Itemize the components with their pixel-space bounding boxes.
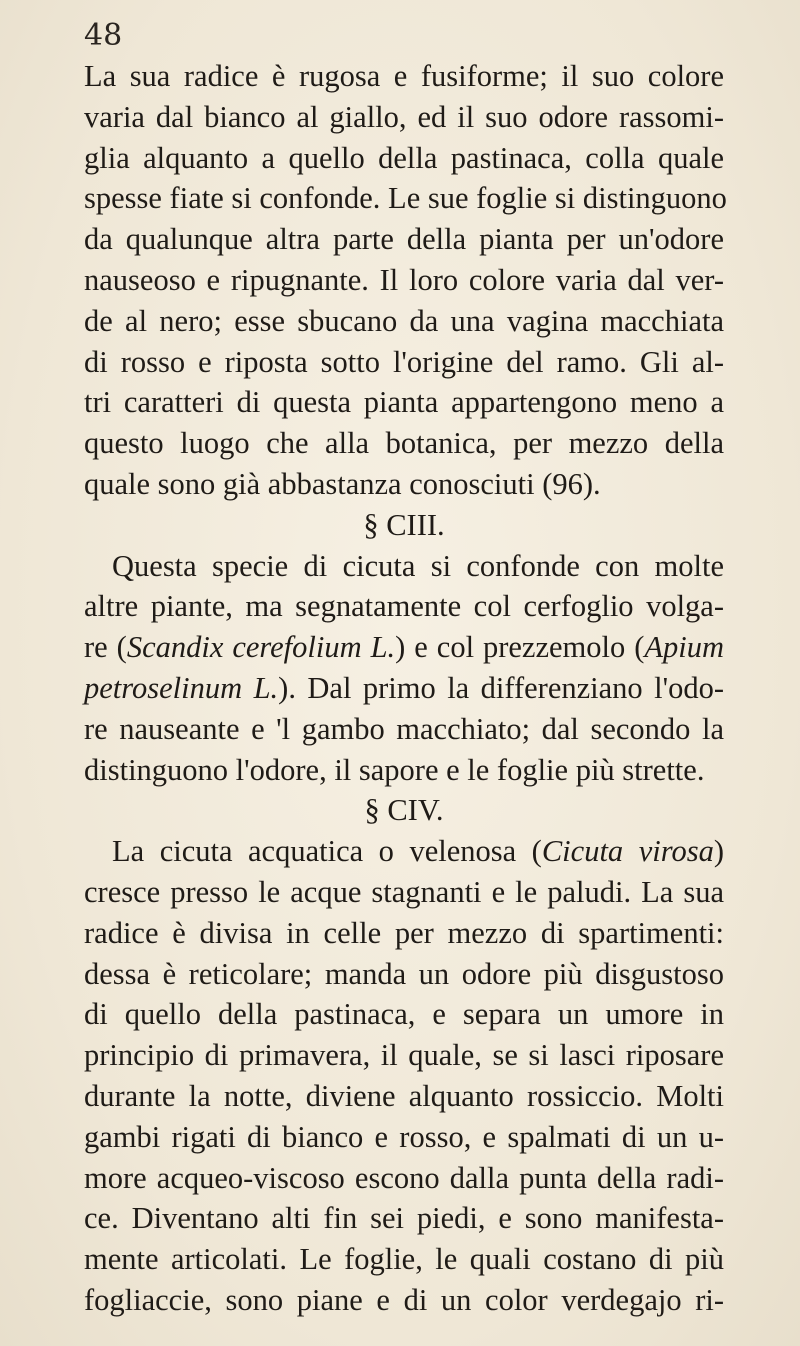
text-segment: ). Dal primo la differenziano l'odo- xyxy=(278,670,725,705)
text-segment: principio di primavera, il quale, se si lasci riposare xyxy=(84,1038,724,1073)
text-line xyxy=(84,994,724,1035)
text-line xyxy=(84,1239,724,1280)
text-line xyxy=(84,668,724,709)
text-line xyxy=(84,831,724,872)
text-segment: cresce presso le acque stagnanti e le paludi. La sua xyxy=(84,874,724,909)
text-line xyxy=(84,219,724,260)
text-segment: La sua radice è rugosa e fusiforme; il suo colore xyxy=(84,59,724,93)
italic-text: petroselinum L. xyxy=(84,670,279,705)
text-line xyxy=(84,97,724,138)
text-segment: nauseoso e ripugnante. Il loro colore varia dal ver- xyxy=(84,262,724,297)
text-segment: radice è divisa in celle per mezzo di spartimenti: xyxy=(84,915,724,950)
text-segment: varia dal bianco al giallo, ed il suo odore rassomi- xyxy=(84,99,724,134)
section-heading xyxy=(84,790,724,831)
text-line xyxy=(84,423,724,464)
text-line xyxy=(84,56,724,97)
text-segment: durante la notte, diviene alquanto rossiccio. Molti xyxy=(84,1078,724,1113)
text-line xyxy=(84,546,724,587)
text-segment: di rosso e riposta sotto l'origine del ramo. Gli al- xyxy=(84,344,724,379)
text-line xyxy=(84,954,724,995)
text-segment: di quello della pastinaca, e separa un umore in xyxy=(84,997,724,1032)
text-line xyxy=(84,1035,724,1076)
text-segment: La cicuta acquatica o velenosa ( xyxy=(112,834,542,869)
text-segment: Questa specie di cicuta si confonde con molte xyxy=(112,548,724,583)
italic-text: Scandix cerefolium L. xyxy=(126,630,396,665)
text-line xyxy=(84,1198,724,1239)
text-line xyxy=(84,342,724,383)
text-segment: § CIII. xyxy=(363,507,445,542)
italic-text: Apium xyxy=(644,630,724,665)
text-segment: re ( xyxy=(84,630,127,665)
text-line xyxy=(84,178,727,219)
text-segment: ) e col prezzemolo ( xyxy=(395,630,645,665)
text-line xyxy=(84,709,724,750)
text-segment: glia alquanto a quello della pastinaca, colla quale xyxy=(84,140,724,175)
text-segment: de al nero; esse sbucano da una vagina macchiata xyxy=(84,303,724,338)
section-heading xyxy=(84,505,724,546)
text-segment: § CIV. xyxy=(364,793,444,828)
text-line xyxy=(84,750,724,791)
text-line xyxy=(84,138,724,179)
text-line xyxy=(84,464,724,505)
text-segment: tri caratteri di questa pianta appartengono meno a xyxy=(84,385,724,420)
text-segment: distinguono l'odore, il sapore e le foglie più strette. xyxy=(84,752,705,787)
text-segment: mente articolati. Le foglie, le quali costano di più xyxy=(84,1242,724,1277)
text-segment: more acqueo-viscoso escono dalla punta della radi- xyxy=(84,1160,724,1195)
body-text xyxy=(84,56,727,1321)
text-line xyxy=(84,301,724,342)
text-line xyxy=(84,1076,724,1117)
text-segment: spesse fiate si confonde. Le sue foglie si distinguono xyxy=(84,181,727,216)
text-segment: re nauseante e 'l gambo macchiato; dal secondo la xyxy=(84,711,724,746)
text-segment: fogliaccie, sono piane e di un color verdegajo ri- xyxy=(84,1282,724,1317)
text-segment: gambi rigati di bianco e rosso, e spalmati di un u- xyxy=(84,1119,724,1154)
text-line xyxy=(84,1158,724,1199)
text-line xyxy=(84,382,724,423)
text-line xyxy=(84,260,724,301)
text-line xyxy=(84,1280,724,1321)
text-line xyxy=(84,627,724,668)
text-segment: dessa è reticolare; manda un odore più disgustoso xyxy=(84,956,724,991)
text-line xyxy=(84,872,724,913)
page-number: 48 xyxy=(84,18,123,53)
text-segment: ce. Diventano alti fin sei piedi, e sono manifesta- xyxy=(84,1201,724,1236)
text-line xyxy=(84,586,724,627)
text-segment: da qualunque altra parte della pianta per un'odore xyxy=(84,222,724,257)
text-segment: ) xyxy=(713,834,724,869)
italic-text: Cicuta virosa xyxy=(541,834,714,869)
text-line xyxy=(84,913,724,954)
text-segment: altre piante, ma segnatamente col cerfoglio volga- xyxy=(84,589,724,624)
text-segment: quale sono già abbastanza conosciuti (96). xyxy=(84,466,601,501)
text-segment: questo luogo che alla botanica, per mezzo della xyxy=(84,426,724,461)
text-line xyxy=(84,1117,724,1158)
